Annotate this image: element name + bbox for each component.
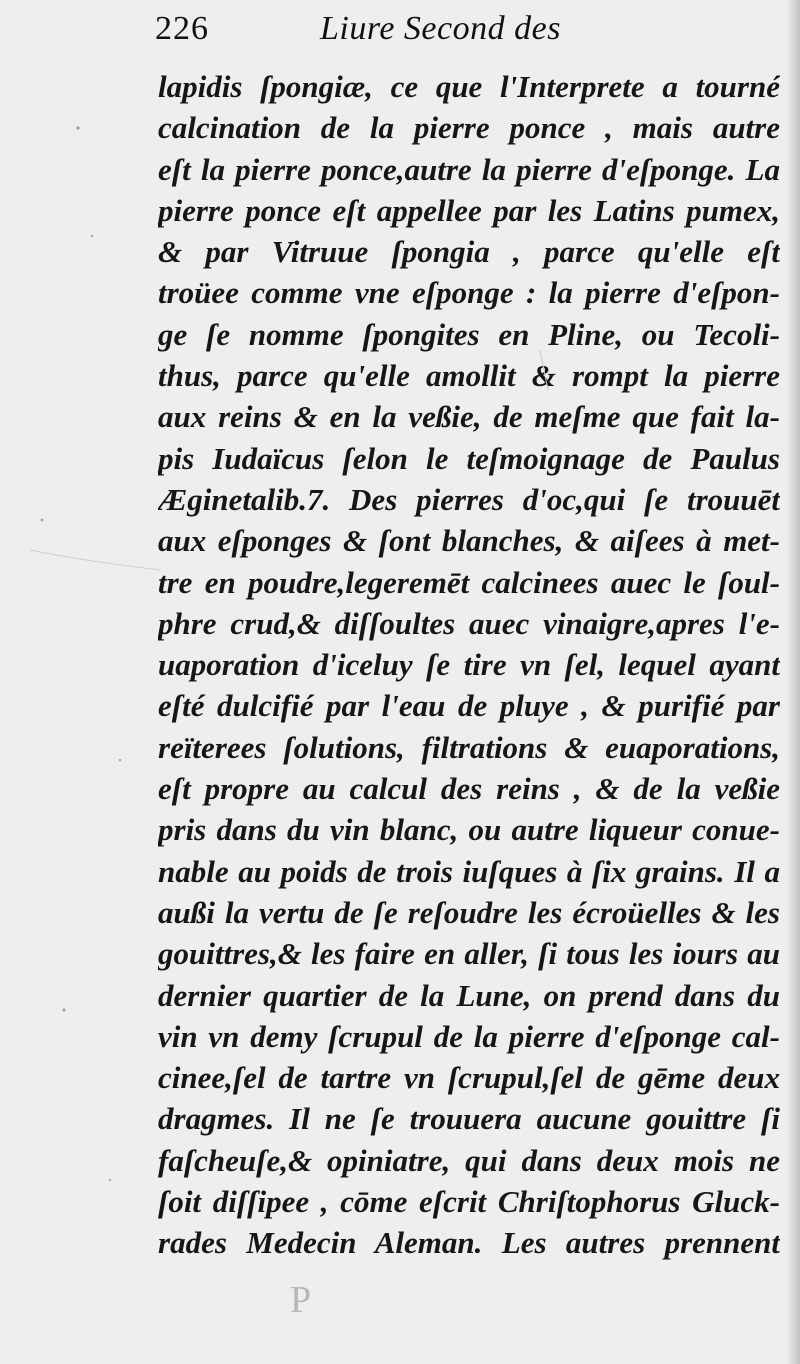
text-line: reïterees ſolutions, filtrations & euaporations,	[158, 729, 780, 765]
signature-mark: P	[290, 1279, 312, 1321]
text-line: vin vn demy ſcrupul de la pierre d'eſponge cal-	[158, 1018, 780, 1054]
text-line: gouittres,& les faire en aller, ſi tous les iours au	[158, 936, 780, 972]
text-line: phre crud,& diſſoultes auec vinaigre,apres l'e-	[158, 605, 780, 641]
text-line: thus, parce qu'elle amollit & rompt la pierre	[158, 358, 780, 394]
text-line: ge ſe nomme ſpongites en Pline, ou Tecoli-	[158, 316, 780, 352]
text-line: calcination de la pierre ponce , mais autre	[158, 110, 780, 146]
text-line: lapidis ſpongiæ, ce que l'Interprete a tourné	[158, 69, 780, 104]
text-line: pis Iudaïcus ſelon le teſmoignage de Paulus	[158, 440, 780, 476]
text-line: troüee comme vne eſponge : la pierre d'eſpon-	[158, 275, 780, 311]
text-line: uaporation d'iceluy ſe tire vn ſel, lequel ayant	[158, 647, 780, 683]
text-line: cinee,ſel de tartre vn ſcrupul,ſel de gēme deux	[158, 1060, 780, 1096]
text-line: dernier quartier de la Lune, on prend dans du	[158, 977, 780, 1013]
text-line: nable au poids de trois iuſques à ſix grains. Il a	[158, 853, 780, 889]
text-line: aux reins & en la veßie, de meſme que fait la-	[158, 399, 780, 435]
text-line: rades Medecin Aleman. Les autres prennent	[158, 1225, 780, 1261]
text-line: eſté dulcifié par l'eau de pluye , & purifié par	[158, 688, 780, 724]
text-line: dragmes. Il ne ſe trouuera aucune gouittre ſi	[158, 1101, 780, 1137]
text-line: Æginetalib.7. Des pierres d'oc,qui ſe trouuēt	[158, 481, 780, 517]
text-line: tre en poudre,legeremēt calcinees auec le ſoul-	[158, 564, 780, 600]
text-line: eſt propre au calcul des reins , & de la veßie	[158, 771, 780, 807]
text-line: ſoit diſſipee , cōme eſcrit Chriſtophorus Gluck-	[158, 1184, 780, 1220]
text-line: eſt la pierre ponce,autre la pierre d'eſponge. La	[158, 151, 780, 187]
text-line: & par Vitruue ſpongia , parce qu'elle eſt	[158, 234, 780, 270]
text-line: pris dans du vin blanc, ou autre liqueur conue-	[158, 812, 780, 848]
page-header	[155, 6, 775, 52]
body-text	[158, 66, 780, 1264]
text-line: faſcheuſe,& opiniatre, qui dans deux mois ne	[158, 1142, 780, 1178]
text-line: außi la vertu de ſe reſoudre les écroüelles & les	[158, 894, 780, 930]
text-line: aux eſponges & ſont blanches, & aiſees à met-	[158, 523, 780, 559]
page-number: 226	[155, 10, 209, 47]
running-title: Liure Second des	[320, 10, 561, 47]
text-line: pierre ponce eſt appellee par les Latins pumex,	[158, 192, 780, 228]
